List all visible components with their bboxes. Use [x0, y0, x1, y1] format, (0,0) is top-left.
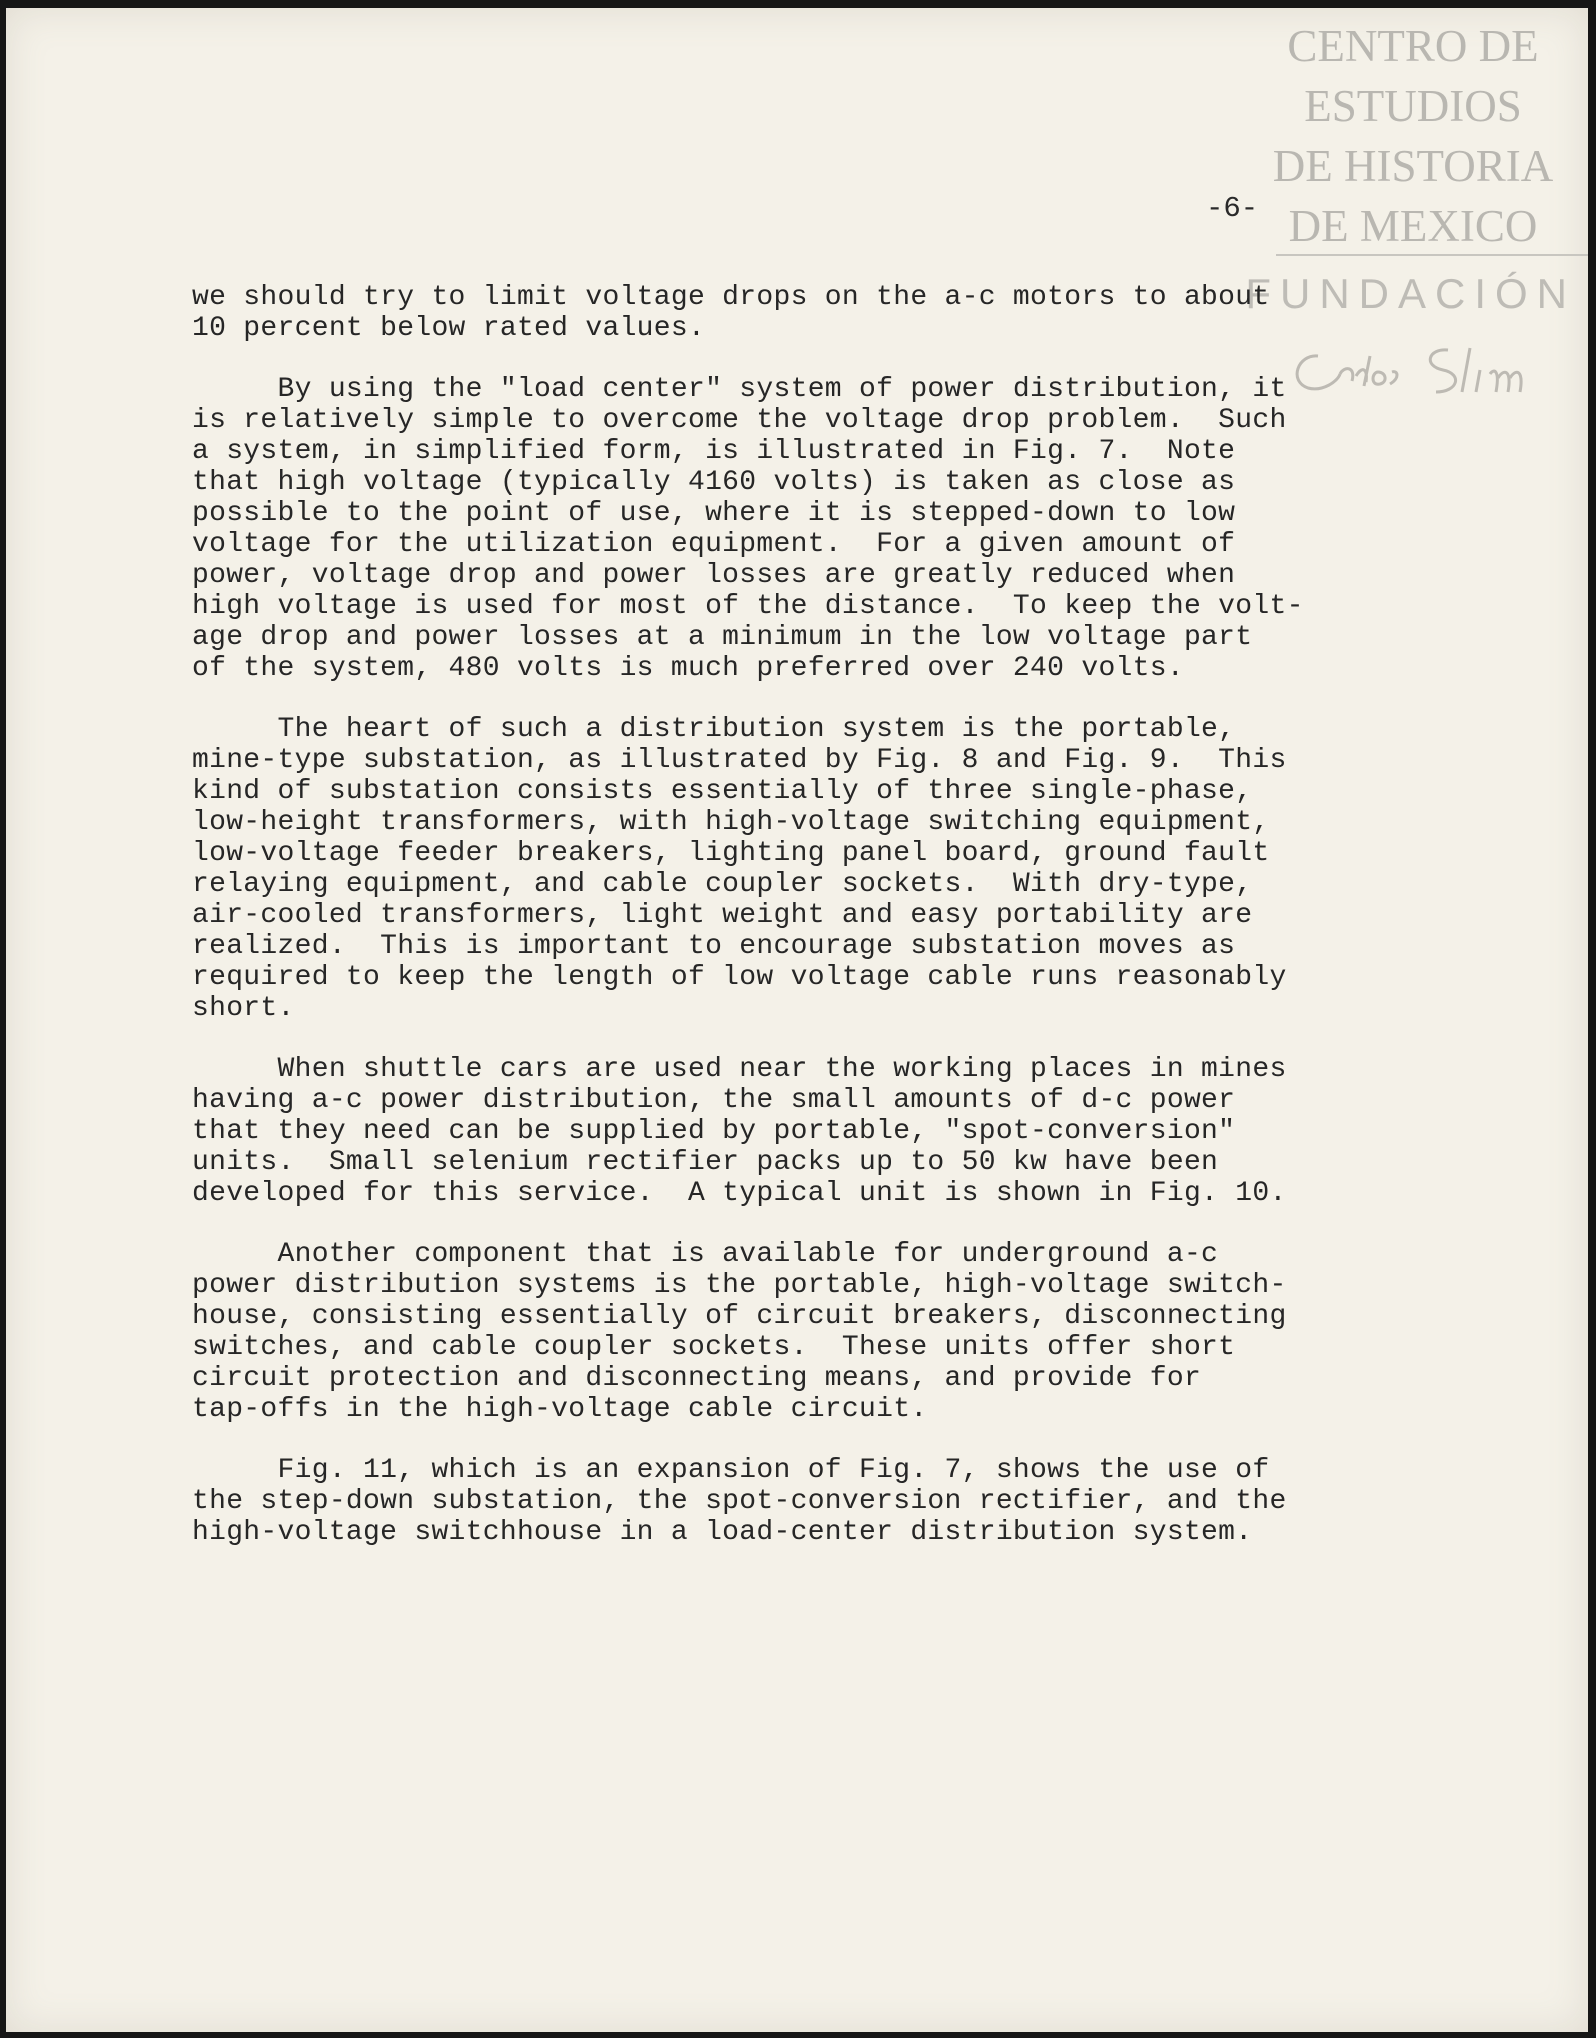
- paragraph: [192, 374, 1432, 684]
- text-line: 10 percent below rated values.: [192, 313, 706, 344]
- text-line: possible to the point of use, where it is stepped-down to low: [192, 498, 1236, 529]
- text-line: that they need can be supplied by portable, "spot-conversion": [192, 1116, 1236, 1147]
- text-line: power, voltage drop and power losses are greatly reduced when: [192, 560, 1236, 591]
- text-line: developed for this service. A typical unit is shown in Fig. 10.: [192, 1178, 1287, 1209]
- text-line: relaying equipment, and cable coupler sockets. With dry-type,: [192, 869, 1253, 900]
- watermark-line: DE HISTORIA: [1272, 141, 1554, 191]
- text-line: voltage for the utilization equipment. For a given amount of: [192, 529, 1236, 560]
- text-line: low-voltage feeder breakers, lighting panel board, ground fault: [192, 838, 1270, 869]
- text-line: that high voltage (typically 4160 volts) is taken as close as: [192, 467, 1236, 498]
- watermark-line: CENTRO DE: [1287, 21, 1539, 71]
- text-line: Another component that is available for underground a-c: [192, 1239, 1219, 1270]
- text-line: we should try to limit voltage drops on the a-c motors to about: [192, 282, 1270, 313]
- text-line: switches, and cable coupler sockets. These units offer short: [192, 1332, 1236, 1363]
- text-line: air-cooled transformers, light weight and easy portability are: [192, 900, 1253, 931]
- watermark-line: DE MEXICO: [1288, 201, 1538, 251]
- text-line: is relatively simple to overcome the voltage drop problem. Such: [192, 405, 1287, 436]
- paragraph: [192, 1455, 1432, 1548]
- paragraph: [192, 282, 1432, 344]
- text-line: Fig. 11, which is an expansion of Fig. 7, shows the use of: [192, 1455, 1270, 1486]
- text-line: having a-c power distribution, the small amounts of d-c power: [192, 1085, 1236, 1116]
- text-line: low-height transformers, with high-voltage switching equipment,: [192, 807, 1270, 838]
- text-line: tap-offs in the high-voltage cable circuit.: [192, 1394, 928, 1425]
- text-line: circuit protection and disconnecting means, and provide for: [192, 1363, 1202, 1394]
- document-body: [192, 282, 1432, 1578]
- text-line: short.: [192, 993, 295, 1024]
- text-line: kind of substation consists essentially of three single-phase,: [192, 776, 1253, 807]
- text-line: required to keep the length of low voltage cable runs reasonably: [192, 962, 1287, 993]
- watermark-divider: [1276, 254, 1588, 256]
- page-number: -6-: [1206, 192, 1259, 225]
- text-line: By using the "load center" system of power distribution, it: [192, 374, 1287, 405]
- text-line: realized. This is important to encourage substation moves as: [192, 931, 1236, 962]
- document-page: [6, 8, 1588, 2032]
- paragraph: [192, 1239, 1432, 1425]
- text-line: a system, in simplified form, is illustrated in Fig. 7. Note: [192, 436, 1236, 467]
- watermark-line: ESTUDIOS: [1304, 81, 1522, 131]
- text-line: of the system, 480 volts is much preferred over 240 volts.: [192, 653, 1184, 684]
- paragraph: [192, 1054, 1432, 1209]
- text-line: When shuttle cars are used near the working places in mines: [192, 1054, 1287, 1085]
- paragraph: [192, 714, 1432, 1024]
- text-line: The heart of such a distribution system is the portable,: [192, 714, 1236, 745]
- text-line: high-voltage switchhouse in a load-center distribution system.: [192, 1517, 1253, 1548]
- archive-watermark: [1248, 16, 1578, 256]
- text-line: house, consisting essentially of circuit breakers, disconnecting: [192, 1301, 1287, 1332]
- text-line: age drop and power losses at a minimum in the low voltage part: [192, 622, 1253, 653]
- watermark-foundation: FUNDACIÓN: [1245, 270, 1576, 317]
- text-line: mine-type substation, as illustrated by Fig. 8 and Fig. 9. This: [192, 745, 1287, 776]
- text-line: units. Small selenium rectifier packs up to 50 kw have been: [192, 1147, 1219, 1178]
- text-line: power distribution systems is the portable, high-voltage switch-: [192, 1270, 1287, 1301]
- text-line: high voltage is used for most of the distance. To keep the volt-: [192, 591, 1304, 622]
- text-line: the step-down substation, the spot-conversion rectifier, and the: [192, 1486, 1287, 1517]
